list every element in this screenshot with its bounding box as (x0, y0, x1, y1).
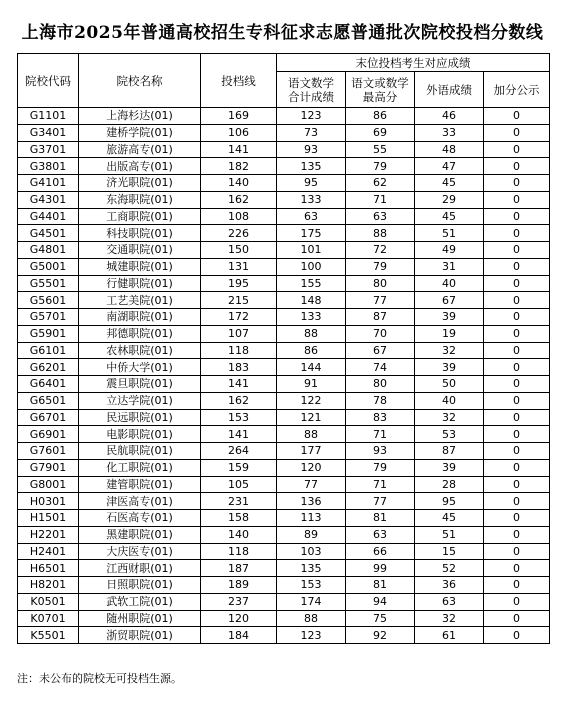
cell-bonus: 0 (484, 292, 550, 309)
cell-bonus: 0 (484, 443, 550, 460)
table-row (18, 292, 550, 309)
cell-score: 106 (201, 124, 277, 141)
cell-code: G5501 (18, 275, 79, 292)
cell-bonus: 0 (484, 124, 550, 141)
table-row (18, 124, 550, 141)
table-row (18, 208, 550, 225)
cell-english: 45 (415, 208, 484, 225)
cell-english: 40 (415, 392, 484, 409)
cell-max: 87 (346, 309, 415, 326)
cell-total: 86 (277, 342, 346, 359)
cell-english: 32 (415, 610, 484, 627)
cell-score: 237 (201, 593, 277, 610)
cell-total: 133 (277, 309, 346, 326)
cell-score: 226 (201, 225, 277, 242)
cell-code: K0501 (18, 593, 79, 610)
cell-bonus: 0 (484, 258, 550, 275)
header-sub4: 加分公示 (484, 72, 550, 108)
cell-score: 141 (201, 376, 277, 393)
cell-english: 45 (415, 510, 484, 527)
cell-max: 99 (346, 560, 415, 577)
cell-bonus: 0 (484, 175, 550, 192)
cell-score: 189 (201, 577, 277, 594)
table-row (18, 526, 550, 543)
cell-code: H2401 (18, 543, 79, 560)
cell-code: H6501 (18, 560, 79, 577)
cell-max: 79 (346, 258, 415, 275)
header-sub1 (277, 72, 346, 108)
table-row (18, 309, 550, 326)
cell-code: G5701 (18, 309, 79, 326)
cell-max: 80 (346, 376, 415, 393)
cell-code: G4101 (18, 175, 79, 192)
table-row (18, 577, 550, 594)
cell-total: 123 (277, 627, 346, 644)
table-row (18, 108, 550, 125)
cell-english: 39 (415, 309, 484, 326)
cell-total: 91 (277, 376, 346, 393)
cell-code: G4501 (18, 225, 79, 242)
table-row (18, 342, 550, 359)
cell-score: 140 (201, 175, 277, 192)
cell-code: G3701 (18, 141, 79, 158)
cell-score: 162 (201, 191, 277, 208)
cell-code: G1101 (18, 108, 79, 125)
cell-score: 183 (201, 359, 277, 376)
cell-name: 黑建职院(01) (79, 526, 201, 543)
cell-max: 71 (346, 191, 415, 208)
cell-total: 148 (277, 292, 346, 309)
cell-max: 88 (346, 225, 415, 242)
cell-code: G4301 (18, 191, 79, 208)
cell-english: 15 (415, 543, 484, 560)
cell-code: G5901 (18, 325, 79, 342)
cell-total: 121 (277, 409, 346, 426)
cell-english: 32 (415, 409, 484, 426)
cell-max: 93 (346, 443, 415, 460)
cell-total: 93 (277, 141, 346, 158)
table-row (18, 593, 550, 610)
cell-total: 100 (277, 258, 346, 275)
cell-code: K5501 (18, 627, 79, 644)
cell-total: 177 (277, 443, 346, 460)
cell-code: G7901 (18, 459, 79, 476)
cell-max: 66 (346, 543, 415, 560)
cell-bonus: 0 (484, 325, 550, 342)
table-body (18, 108, 550, 644)
cell-bonus: 0 (484, 342, 550, 359)
cell-code: G6501 (18, 392, 79, 409)
cell-name: 随州职院(01) (79, 610, 201, 627)
cell-english: 36 (415, 577, 484, 594)
cell-score: 153 (201, 409, 277, 426)
cell-english: 52 (415, 560, 484, 577)
cell-name: 石医高专(01) (79, 510, 201, 527)
cell-score: 131 (201, 258, 277, 275)
table-row (18, 225, 550, 242)
table-row (18, 543, 550, 560)
table-row (18, 392, 550, 409)
cell-bonus: 0 (484, 359, 550, 376)
cell-name: 电影职院(01) (79, 426, 201, 443)
cell-name: 农林职院(01) (79, 342, 201, 359)
cell-max: 81 (346, 510, 415, 527)
cell-max: 70 (346, 325, 415, 342)
cell-english: 50 (415, 376, 484, 393)
header-name: 院校名称 (79, 54, 201, 108)
cell-max: 77 (346, 493, 415, 510)
cell-max: 80 (346, 275, 415, 292)
cell-name: 民航职院(01) (79, 443, 201, 460)
cell-english: 46 (415, 108, 484, 125)
cell-total: 175 (277, 225, 346, 242)
cell-max: 72 (346, 242, 415, 259)
cell-name: 震旦职院(01) (79, 376, 201, 393)
cell-english: 40 (415, 275, 484, 292)
cell-total: 155 (277, 275, 346, 292)
header-sub2-line2: 最高分 (362, 89, 398, 104)
cell-total: 135 (277, 158, 346, 175)
table-row (18, 175, 550, 192)
cell-max: 67 (346, 342, 415, 359)
cell-bonus: 0 (484, 208, 550, 225)
cell-english: 45 (415, 175, 484, 192)
table-row (18, 426, 550, 443)
header-sub1-line2: 合计成绩 (288, 89, 334, 104)
cell-code: K0701 (18, 610, 79, 627)
cell-max: 79 (346, 158, 415, 175)
cell-bonus: 0 (484, 309, 550, 326)
header-sub1-line1: 语文数学 (288, 75, 334, 90)
cell-bonus: 0 (484, 275, 550, 292)
table-row (18, 459, 550, 476)
cell-max: 74 (346, 359, 415, 376)
cell-name: 旅游高专(01) (79, 141, 201, 158)
cell-bonus: 0 (484, 577, 550, 594)
table-row (18, 158, 550, 175)
table-row (18, 141, 550, 158)
header-sub3: 外语成绩 (415, 72, 484, 108)
table-row (18, 560, 550, 577)
cell-total: 63 (277, 208, 346, 225)
cell-total: 77 (277, 476, 346, 493)
cell-code: H0301 (18, 493, 79, 510)
table-row (18, 191, 550, 208)
cell-max: 94 (346, 593, 415, 610)
cell-max: 63 (346, 526, 415, 543)
cell-max: 79 (346, 459, 415, 476)
cell-bonus: 0 (484, 526, 550, 543)
cell-name: 武软工院(01) (79, 593, 201, 610)
cell-total: 101 (277, 242, 346, 259)
cell-name: 中侨大学(01) (79, 359, 201, 376)
cell-bonus: 0 (484, 141, 550, 158)
cell-score: 158 (201, 510, 277, 527)
cell-score: 231 (201, 493, 277, 510)
cell-name: 行健职院(01) (79, 275, 201, 292)
cell-score: 140 (201, 526, 277, 543)
cell-max: 77 (346, 292, 415, 309)
table-row (18, 510, 550, 527)
cell-code: G4801 (18, 242, 79, 259)
cell-total: 113 (277, 510, 346, 527)
cell-score: 162 (201, 392, 277, 409)
cell-score: 195 (201, 275, 277, 292)
table-row (18, 476, 550, 493)
cell-name: 江西财职(01) (79, 560, 201, 577)
table-row (18, 610, 550, 627)
footnote: 注：未公布的院校无可投档生源。 (17, 672, 182, 685)
cell-bonus: 0 (484, 108, 550, 125)
table-row (18, 627, 550, 644)
cell-name: 邦德职院(01) (79, 325, 201, 342)
cell-english: 61 (415, 627, 484, 644)
cell-score: 264 (201, 443, 277, 460)
cell-score: 141 (201, 141, 277, 158)
cell-english: 29 (415, 191, 484, 208)
cell-code: G5001 (18, 258, 79, 275)
cell-english: 48 (415, 141, 484, 158)
cell-code: G8001 (18, 476, 79, 493)
cell-total: 144 (277, 359, 346, 376)
cell-max: 55 (346, 141, 415, 158)
table-row (18, 325, 550, 342)
cell-bonus: 0 (484, 560, 550, 577)
table-row (18, 359, 550, 376)
cell-english: 28 (415, 476, 484, 493)
cell-code: G6701 (18, 409, 79, 426)
cell-name: 民远职院(01) (79, 409, 201, 426)
cell-name: 工商职院(01) (79, 208, 201, 225)
cell-score: 184 (201, 627, 277, 644)
cell-total: 120 (277, 459, 346, 476)
cell-total: 88 (277, 426, 346, 443)
cell-name: 建管职院(01) (79, 476, 201, 493)
cell-code: H2201 (18, 526, 79, 543)
cell-max: 75 (346, 610, 415, 627)
cell-name: 济光职院(01) (79, 175, 201, 192)
cell-english: 53 (415, 426, 484, 443)
cell-total: 88 (277, 610, 346, 627)
cell-bonus: 0 (484, 191, 550, 208)
cell-bonus: 0 (484, 225, 550, 242)
cell-total: 174 (277, 593, 346, 610)
cell-max: 69 (346, 124, 415, 141)
cell-score: 120 (201, 610, 277, 627)
cell-bonus: 0 (484, 493, 550, 510)
cell-score: 182 (201, 158, 277, 175)
cell-code: G7601 (18, 443, 79, 460)
cell-bonus: 0 (484, 543, 550, 560)
cell-name: 交通职院(01) (79, 242, 201, 259)
cell-english: 95 (415, 493, 484, 510)
cell-max: 71 (346, 426, 415, 443)
cell-english: 51 (415, 526, 484, 543)
cell-english: 63 (415, 593, 484, 610)
header-score: 投档线 (201, 54, 277, 108)
header-code: 院校代码 (18, 54, 79, 108)
cell-score: 107 (201, 325, 277, 342)
cell-total: 88 (277, 325, 346, 342)
header-sub2 (346, 72, 415, 108)
cell-bonus: 0 (484, 376, 550, 393)
cell-name: 大庆医专(01) (79, 543, 201, 560)
cell-name: 城建职院(01) (79, 258, 201, 275)
cell-max: 62 (346, 175, 415, 192)
cell-english: 33 (415, 124, 484, 141)
cell-score: 215 (201, 292, 277, 309)
cell-bonus: 0 (484, 593, 550, 610)
table-row (18, 409, 550, 426)
cell-code: G5601 (18, 292, 79, 309)
header-sub2-line1: 语文或数学 (351, 75, 409, 90)
cell-score: 159 (201, 459, 277, 476)
cell-name: 工艺美院(01) (79, 292, 201, 309)
cell-name: 科技职院(01) (79, 225, 201, 242)
cell-english: 19 (415, 325, 484, 342)
cell-total: 95 (277, 175, 346, 192)
cell-name: 东海职院(01) (79, 191, 201, 208)
cell-score: 118 (201, 543, 277, 560)
cell-name: 日照职院(01) (79, 577, 201, 594)
score-table (17, 53, 550, 644)
cell-total: 89 (277, 526, 346, 543)
cell-name: 建桥学院(01) (79, 124, 201, 141)
cell-name: 立达学院(01) (79, 392, 201, 409)
header-group: 末位投档考生对应成绩 (277, 54, 550, 72)
cell-bonus: 0 (484, 476, 550, 493)
cell-name: 南湖职院(01) (79, 309, 201, 326)
cell-bonus: 0 (484, 510, 550, 527)
table-row (18, 242, 550, 259)
cell-total: 103 (277, 543, 346, 560)
cell-max: 78 (346, 392, 415, 409)
table-row (18, 493, 550, 510)
cell-code: G3801 (18, 158, 79, 175)
cell-code: G4401 (18, 208, 79, 225)
cell-english: 87 (415, 443, 484, 460)
cell-total: 136 (277, 493, 346, 510)
cell-bonus: 0 (484, 409, 550, 426)
table-row (18, 443, 550, 460)
cell-score: 150 (201, 242, 277, 259)
cell-score: 118 (201, 342, 277, 359)
cell-total: 133 (277, 191, 346, 208)
cell-name: 浙贸职院(01) (79, 627, 201, 644)
cell-max: 83 (346, 409, 415, 426)
cell-english: 32 (415, 342, 484, 359)
cell-bonus: 0 (484, 242, 550, 259)
cell-name: 化工职院(01) (79, 459, 201, 476)
cell-max: 71 (346, 476, 415, 493)
cell-max: 86 (346, 108, 415, 125)
cell-english: 51 (415, 225, 484, 242)
cell-bonus: 0 (484, 392, 550, 409)
cell-name: 出版高专(01) (79, 158, 201, 175)
cell-code: G6401 (18, 376, 79, 393)
cell-name: 上海杉达(01) (79, 108, 201, 125)
cell-score: 105 (201, 476, 277, 493)
table-row (18, 258, 550, 275)
table-row (18, 275, 550, 292)
cell-english: 67 (415, 292, 484, 309)
page-title: 上海市2025年普通高校招生专科征求志愿普通批次院校投档分数线 (21, 23, 544, 43)
cell-english: 39 (415, 459, 484, 476)
cell-bonus: 0 (484, 459, 550, 476)
cell-code: G6101 (18, 342, 79, 359)
cell-total: 123 (277, 108, 346, 125)
cell-total: 122 (277, 392, 346, 409)
cell-english: 47 (415, 158, 484, 175)
cell-code: H1501 (18, 510, 79, 527)
cell-max: 92 (346, 627, 415, 644)
cell-total: 135 (277, 560, 346, 577)
cell-max: 63 (346, 208, 415, 225)
cell-score: 172 (201, 309, 277, 326)
cell-score: 169 (201, 108, 277, 125)
cell-code: G3401 (18, 124, 79, 141)
cell-bonus: 0 (484, 627, 550, 644)
cell-name: 津医高专(01) (79, 493, 201, 510)
cell-score: 108 (201, 208, 277, 225)
cell-code: H8201 (18, 577, 79, 594)
cell-bonus: 0 (484, 426, 550, 443)
cell-score: 141 (201, 426, 277, 443)
cell-english: 31 (415, 258, 484, 275)
cell-max: 81 (346, 577, 415, 594)
cell-total: 73 (277, 124, 346, 141)
cell-code: G6201 (18, 359, 79, 376)
cell-english: 49 (415, 242, 484, 259)
cell-total: 153 (277, 577, 346, 594)
cell-bonus: 0 (484, 158, 550, 175)
cell-code: G6901 (18, 426, 79, 443)
cell-bonus: 0 (484, 610, 550, 627)
cell-english: 39 (415, 359, 484, 376)
table-row (18, 376, 550, 393)
cell-score: 187 (201, 560, 277, 577)
